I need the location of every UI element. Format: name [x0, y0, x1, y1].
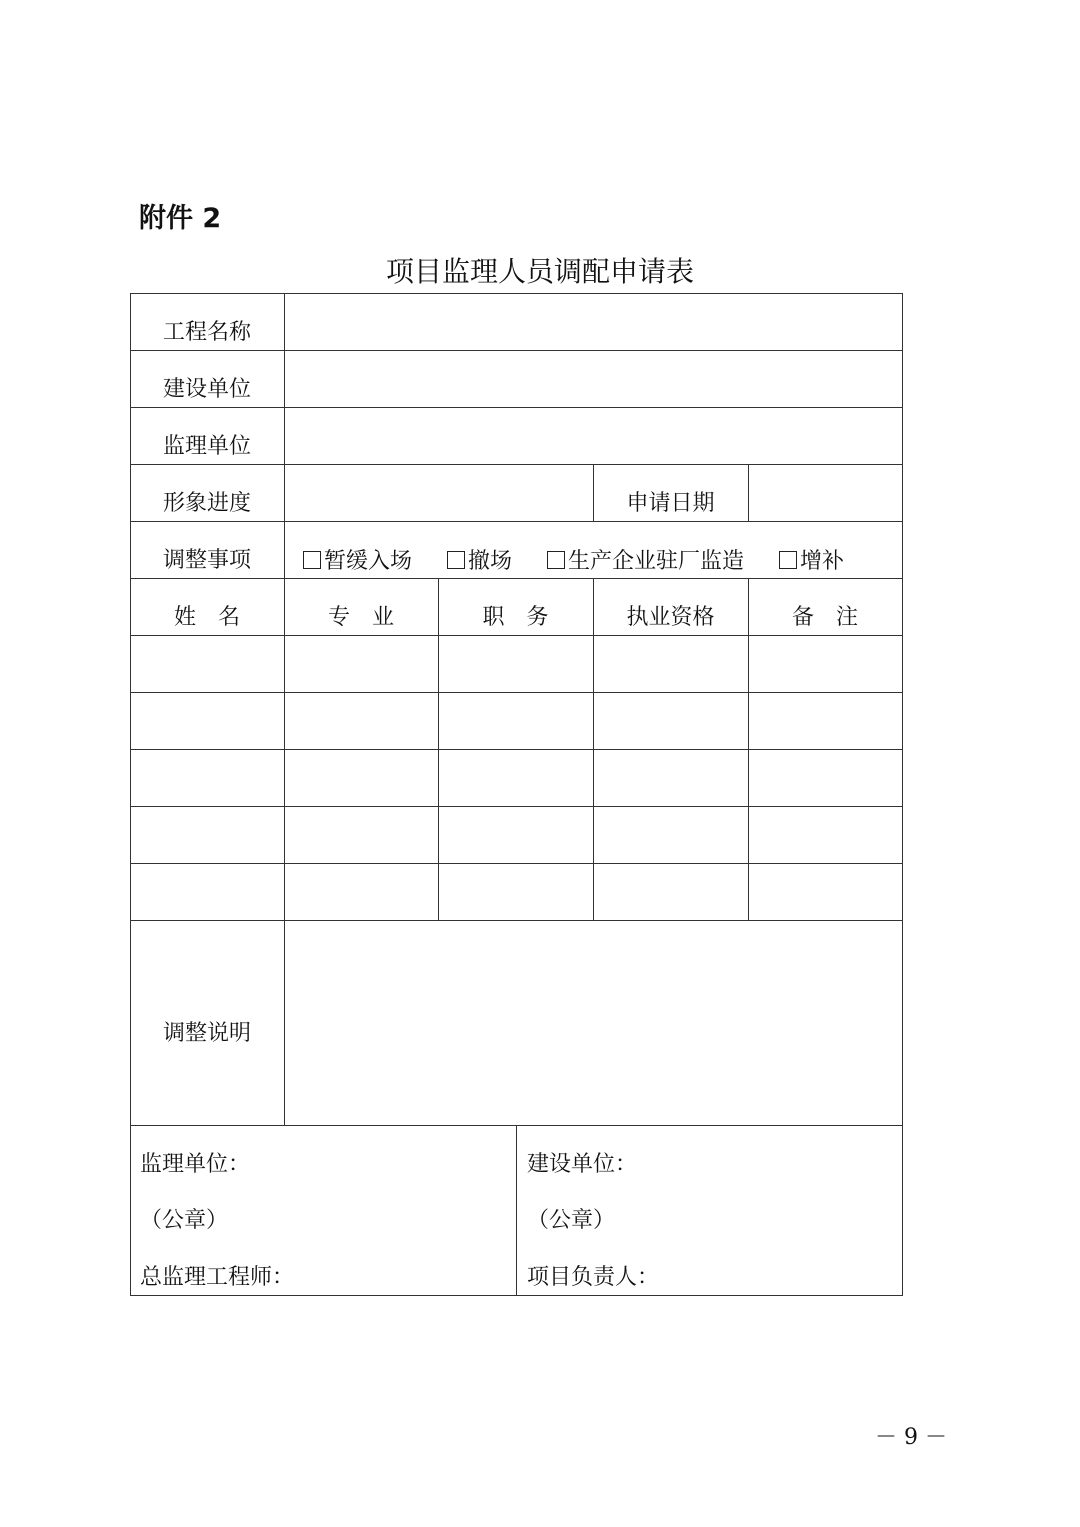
table-line: [284, 293, 285, 1125]
footer-chief-engineer: 总监理工程师：: [140, 1265, 295, 1290]
footer-left-seal: （公章）: [140, 1208, 229, 1233]
checkbox-icon[interactable]: [303, 551, 321, 569]
table-line: [902, 293, 903, 1295]
label-construction-unit: 建设单位: [162, 377, 251, 402]
table-line: [130, 806, 903, 807]
option-label: 撤场: [468, 549, 513, 574]
table-line: [130, 749, 903, 750]
column-header-position: 职 务: [482, 605, 549, 630]
footer-right-seal: （公章）: [527, 1208, 616, 1233]
label-supervision-unit: 监理单位: [162, 434, 251, 459]
checkbox-icon[interactable]: [547, 551, 565, 569]
adjust-options: [303, 544, 844, 575]
table-line: [516, 1125, 517, 1295]
option-withdraw[interactable]: [447, 544, 512, 575]
table-line: [130, 293, 903, 294]
column-header-remarks: 备 注: [791, 605, 858, 630]
footer-project-leader: 项目负责人：: [527, 1265, 660, 1290]
option-label: 暂缓入场: [324, 549, 413, 574]
label-apply-date: 申请日期: [626, 491, 715, 516]
label-progress: 形象进度: [162, 491, 251, 516]
label-adjust-item: 调整事项: [162, 548, 251, 573]
option-factory-supervision[interactable]: [547, 544, 744, 575]
table-line: [130, 1295, 903, 1296]
checkbox-icon[interactable]: [447, 551, 465, 569]
column-header-major: 专 业: [327, 605, 394, 630]
table-line: [130, 692, 903, 693]
table-line: [748, 464, 749, 521]
option-postpone-entry[interactable]: [303, 544, 412, 575]
footer-construction-unit: 建设单位：: [527, 1152, 638, 1177]
table-line: [130, 863, 903, 864]
column-header-name: 姓 名: [173, 605, 240, 630]
label-adjust-description: 调整说明: [162, 1020, 251, 1046]
option-label: 增补: [800, 549, 845, 574]
footer-supervision-unit: 监理单位：: [140, 1152, 251, 1177]
attachment-label: 附件 2: [139, 203, 222, 234]
page-number: － 9 －: [875, 1425, 947, 1450]
label-project-name: 工程名称: [162, 320, 251, 345]
checkbox-icon[interactable]: [779, 551, 797, 569]
column-header-qualification: 执业资格: [626, 605, 715, 630]
form-title: 项目监理人员调配申请表: [385, 255, 694, 288]
option-label: 生产企业驻厂监造: [568, 549, 745, 574]
option-supplement[interactable]: [779, 544, 844, 575]
